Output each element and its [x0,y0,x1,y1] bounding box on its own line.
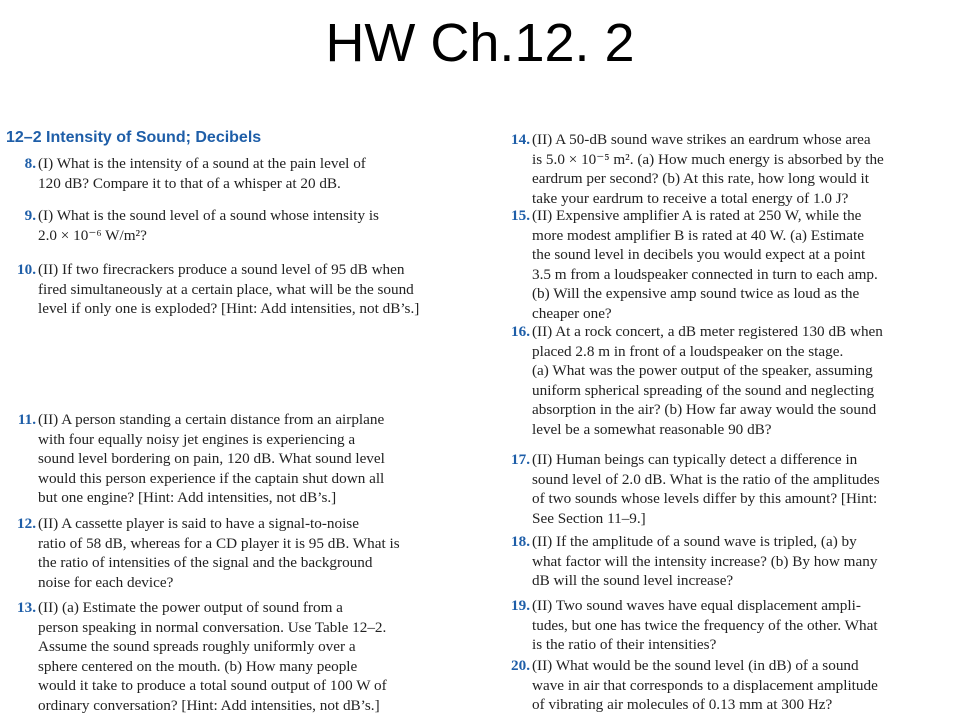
problem-line: (II) If the amplitude of a sound wave is tripled, (a) by [532,533,857,550]
problem-line: placed 2.8 m in front of a loudspeaker on the stage. [532,342,844,360]
problem-15 [511,206,950,324]
textbook-page [0,118,960,720]
problem-20 [511,656,950,715]
problem-line: person speaking in normal conversation. Use Table 12–2. [38,618,387,636]
section-heading: 12–2 Intensity of Sound; Decibels [6,129,262,146]
problem-number: 10. [17,261,36,278]
problem-line: (II) A person standing a certain distance from an airplane [38,411,385,428]
problem-line: cheaper one? [532,304,612,322]
problem-line: dB will the sound level increase? [532,572,734,590]
problem-number: 16. [511,323,530,340]
problem-number: 12. [17,515,36,532]
problem-17 [511,450,950,528]
problem-line: (II) Two sound waves have equal displacement ampli- [532,597,861,614]
problem-line: (I) What is the intensity of a sound at the pain level of [38,155,366,172]
problem-line: uniform spherical spreading of the sound and neglecting [532,381,875,399]
problem-line: of two sounds whose levels differ by this amount? [Hint: [532,490,878,508]
problem-number: 13. [17,599,36,616]
problem-line: (II) What would be the sound level (in dB) of a sound [532,657,859,674]
problem-11 [17,410,488,508]
problem-line: tudes, but one has twice the frequency of the other. What [532,616,878,634]
slide-title: HW Ch.12. 2 [325,13,635,73]
problem-line: (b) Will the expensive amp sound twice as loud as the [532,285,860,303]
problem-line: See Section 11–9.] [532,509,646,527]
problem-18 [511,532,950,591]
problem-10 [17,260,488,319]
problem-line: (II) At a rock concert, a dB meter registered 130 dB when [532,323,883,340]
problem-line: (II) A 50-dB sound wave strikes an eardrum whose area [532,131,871,148]
problem-number: 17. [511,451,530,468]
problem-number: 8. [24,155,36,172]
problem-line: (a) What was the power output of the speaker, assuming [532,362,873,380]
problem-line: (I) What is the sound level of a sound whose intensity is [38,207,379,224]
problem-number: 18. [511,533,530,550]
problem-16 [511,322,950,440]
problem-line: the sound level in decibels you would expect at a point [532,246,866,264]
problem-line: is the ratio of their intensities? [532,636,717,654]
problem-line: Assume the sound spreads roughly uniformly over a [38,638,356,656]
problem-line: (II) (a) Estimate the power output of sound from a [38,599,343,616]
problem-line: fired simultaneously at a certain place, what will be the sound [38,280,414,298]
problem-line: would this person experience if the captain shut down all [38,469,385,487]
problem-line: absorption in the air? (b) How far away would the sound [532,401,877,419]
problem-number: 19. [511,597,530,614]
problem-line: more modest amplifier B is rated at 40 W. (a) Estimate [532,226,864,244]
problem-13 [17,598,488,716]
problem-line: wave in air that corresponds to a displacement amplitude [532,676,878,694]
problem-line: with four equally noisy jet engines is experiencing a [38,430,356,448]
problem-line: ratio of 58 dB, whereas for a CD player it is 95 dB. What is [38,534,400,552]
problem-line: would it take to produce a total sound output of 100 W of [38,677,387,695]
problem-8 [24,154,488,193]
problem-12 [17,514,488,592]
problem-line: noise for each device? [38,573,174,591]
problem-line: 2.0 × 10⁻⁶ W/m²? [38,226,147,244]
problem-line: but one engine? [Hint: Add intensities, not dB’s.] [38,489,337,507]
problem-line: eardrum per second? (b) At this rate, how long would it [532,170,869,188]
problem-line: (II) If two firecrackers produce a sound level of 95 dB when [38,261,405,278]
problem-number: 15. [511,207,530,224]
problem-line: of vibrating air molecules of 0.13 mm at 300 Hz? [532,696,833,714]
problem-number: 20. [511,657,530,674]
problem-line: take your eardrum to receive a total energy of 1.0 J? [532,189,849,207]
problem-line: sound level of 2.0 dB. What is the ratio of the amplitudes [532,470,880,488]
problem-9 [24,206,488,245]
problem-number: 14. [511,131,530,148]
problem-line: 3.5 m from a loudspeaker connected in turn to each amp. [532,265,878,283]
left-column [6,118,490,714]
problem-line: what factor will the intensity increase? (b) By how many [532,552,878,570]
problem-line: (II) Expensive amplifier A is rated at 250 W, while the [532,207,862,224]
problem-line: ordinary conversation? [Hint: Add intensities, not dB’s.] [38,696,380,714]
problem-line: (II) A cassette player is said to have a signal-to-noise [38,515,359,532]
problem-line: level if only one is exploded? [Hint: Add intensities, not dB’s.] [38,300,420,318]
problem-line: is 5.0 × 10⁻⁵ m². (a) How much energy is absorbed by the [532,150,884,168]
problem-line: the ratio of intensities of the signal and the background [38,554,373,572]
problem-line: sound level bordering on pain, 120 dB. What sound level [38,450,385,468]
problem-19 [511,596,950,655]
problem-number: 9. [24,207,36,224]
problem-line: 120 dB? Compare it to that of a whisper at 20 dB. [38,174,341,192]
problem-line: sphere centered on the mouth. (b) How many people [38,657,358,675]
problem-14 [511,130,950,208]
problem-line: level be a somewhat reasonable 90 dB? [532,420,772,438]
problem-number: 11. [17,411,36,428]
problem-line: (II) Human beings can typically detect a difference in [532,451,858,468]
